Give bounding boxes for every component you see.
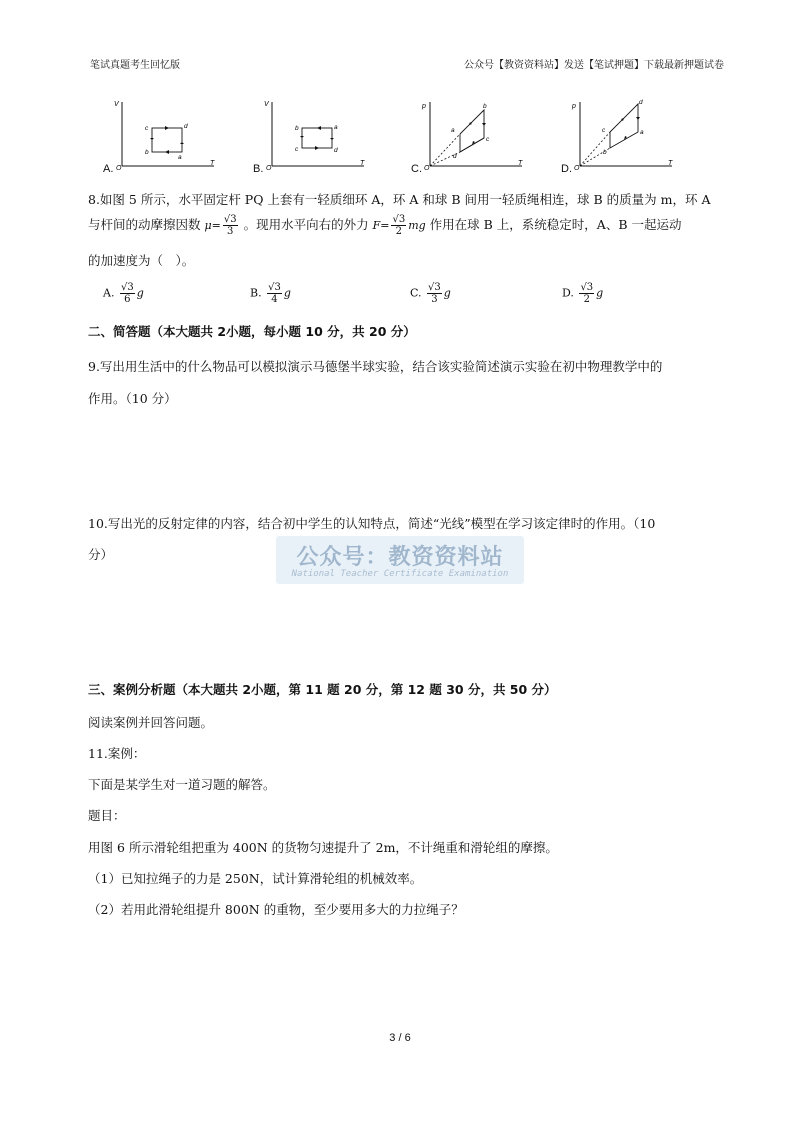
arrow-top (165, 126, 169, 130)
header-right: 公众号【教资资料站】发送【笔试押题】下载最新押题试卷 (464, 60, 724, 71)
label-c: c (602, 127, 606, 134)
q8-line2: 与杆间的动摩擦因数 μ= $\frac{√3}{3}$ 。现用水平向右的外力 F= $\frac{√3}{2}$ mg 作用在球 B 上，系统稳定时，A、B 一起运动 (88, 214, 682, 237)
figure-option-b: B. (253, 163, 264, 175)
q10-line1: 10.写出光的反射定律的内容，结合初中学生的认知特点，简述“光线”模型在学习该定律时的作用。（10 (88, 516, 656, 531)
watermark (276, 536, 524, 584)
figure-d-pt-graph (558, 96, 678, 170)
case-sub2: （2）若用此滑轮组提升 800N 的重物，至少要用多大的力拉绳子？ (88, 902, 464, 917)
mu-fraction: $\frac{√3}{3}$ (223, 214, 237, 237)
origin-label: O (424, 165, 430, 170)
label-a: a (334, 124, 338, 131)
label-d: d (184, 123, 188, 130)
figure-option-a: A. (103, 163, 114, 175)
q8-option-c: C. $\frac{√3}{3}$ g (410, 282, 451, 305)
case-sub1: （1）已知拉绳子的力是 250N，试计算滑轮组的机械效率。 (88, 871, 423, 886)
x-axis-label: T (210, 160, 215, 167)
case-desc: 下面是某学生对一道习题的解答。 (88, 777, 276, 792)
figure-a-vt-graph (100, 96, 220, 170)
label-c: c (486, 136, 490, 143)
x-axis-label: T (518, 160, 523, 167)
cycle-rect (152, 128, 182, 152)
label-a: a (640, 129, 644, 136)
label-b: b (145, 149, 149, 156)
label-b: b (295, 125, 299, 132)
q8-option-a: A. $\frac{√3}{6}$ g (103, 282, 144, 305)
case-topic: 题目： (88, 808, 126, 823)
case-intro: 阅读案例并回答问题。 (88, 715, 214, 730)
label-b: b (603, 149, 607, 156)
figure-c-pt-graph (408, 96, 528, 170)
x-axis-label: T (360, 160, 365, 167)
q9-line2: 作用。（10 分） (88, 391, 177, 406)
origin-label: O (116, 165, 122, 170)
header-left: 笔试真题考生回忆版 (90, 60, 180, 71)
label-d: d (639, 99, 643, 106)
q9-line1: 9.写出用生活中的什么物品可以模拟演示马德堡半球实验，结合该实验简述演示实验在初中物理教学中的 (88, 359, 663, 374)
y-axis-label: V (264, 101, 269, 108)
q8-line3: 的加速度为（ ）。 (88, 253, 195, 268)
x-axis-label: T (668, 160, 673, 167)
arrow-right (180, 142, 184, 144)
q8-option-b: B. $\frac{√3}{4}$ g (250, 282, 291, 305)
arrow-left (150, 138, 154, 140)
arrow-bottom (165, 150, 169, 154)
page-number: 3 / 6 (389, 1032, 411, 1044)
case-problem: 用图 6 所示滑轮组把重为 400N 的货物匀速提升了 2m，不计绳重和滑轮组的摩擦。 (88, 840, 558, 855)
label-a: a (178, 154, 182, 161)
label-b: b (483, 103, 487, 110)
q8-option-d: D. $\frac{√3}{2}$ g (562, 282, 604, 305)
section2-heading: 二、简答题（本大题共 2小题，每小题 10 分，共 20 分） (88, 324, 416, 339)
label-d: d (334, 147, 338, 154)
label-d: d (453, 153, 457, 160)
y-axis-label: p (572, 103, 576, 110)
y-axis-label: V (114, 101, 119, 108)
q8-line1: 8.如图 5 所示，水平固定杆 PQ 上套有一轻质细环 A，环 A 和球 B 间用一轻质绳相连，球 B 的质量为 m，环 A (88, 192, 711, 207)
force-fraction: $\frac{√3}{2}$ (392, 214, 406, 237)
q11-title: 11.案例： (88, 746, 146, 761)
watermark-title: 公众号：教资资料站 (296, 545, 504, 570)
figure-option-d: D. (561, 163, 572, 175)
figure-option-c: C. (411, 163, 422, 175)
section3-heading: 三、案例分析题（本大题共 2小题，第 11 题 20 分，第 12 题 30 分，共 50 分） (88, 682, 557, 697)
label-c: c (145, 125, 149, 132)
q10-line2: 分） (88, 547, 114, 562)
origin-label: O (266, 165, 272, 170)
y-axis-label: p (422, 103, 426, 110)
figure-b-vt-graph (250, 96, 370, 170)
label-c: c (295, 146, 299, 153)
watermark-subtitle: National Teacher Certificate Examination (291, 569, 509, 579)
label-a: a (451, 127, 455, 134)
origin-label: O (574, 165, 580, 170)
